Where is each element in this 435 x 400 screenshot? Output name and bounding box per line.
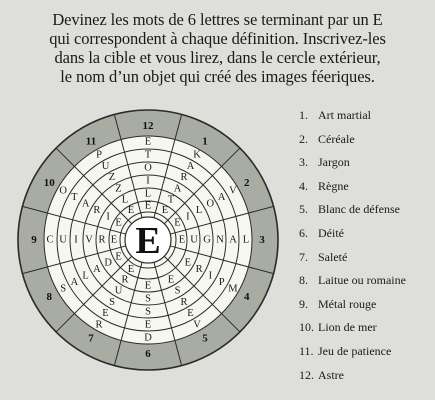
grid-letter: R: [180, 172, 188, 184]
grid-letter: U: [101, 160, 110, 172]
grid-letter: E: [110, 234, 118, 246]
grid-letter: L: [195, 205, 203, 216]
sector-number: 6: [145, 348, 151, 360]
definition-number: 6.: [299, 225, 308, 240]
grid-letter: A: [81, 198, 90, 210]
definition-text: Saleté: [318, 249, 348, 264]
grid-letter: O: [59, 185, 67, 197]
definition-item: [299, 246, 406, 270]
grid-letter: E: [102, 308, 109, 320]
definition-list: [299, 104, 406, 387]
grid-letter: E: [144, 136, 152, 148]
grid-letter: U: [114, 285, 123, 297]
grid-letter: I: [146, 175, 150, 187]
grid-letter: U: [59, 234, 67, 246]
grid-letter: V: [229, 185, 237, 197]
grid-letter: D: [104, 257, 112, 269]
sector-number: 8: [46, 291, 53, 303]
definition-text: Laitue ou romaine: [318, 273, 406, 288]
grid-letter: V: [85, 234, 93, 246]
sector-number: 9: [31, 234, 37, 246]
grid-letter: O: [144, 162, 152, 174]
grid-letter: M: [228, 283, 238, 295]
definition-text: Déité: [318, 225, 344, 240]
grid-letter: P: [218, 277, 225, 288]
grid-letter: T: [71, 192, 78, 203]
grid-letter: C: [46, 234, 54, 246]
grid-letter: O: [206, 198, 215, 210]
definition-text: Astre: [318, 367, 344, 382]
grid-letter: T: [167, 194, 175, 206]
sector-number: 1: [202, 135, 208, 148]
definition-item: [299, 198, 406, 222]
grid-letter: R: [93, 205, 101, 216]
grid-letter: K: [193, 149, 201, 161]
definition-text: Lion de mer: [318, 320, 377, 335]
center-letter: E: [135, 220, 161, 262]
grid-letter: E: [115, 217, 122, 229]
grid-letter: E: [144, 280, 152, 292]
grid-letter: D: [144, 332, 152, 344]
definition-item: [299, 222, 406, 246]
grid-letter: G: [203, 234, 211, 246]
grid-letter: E: [127, 263, 135, 275]
grid-letter: E: [184, 257, 192, 269]
grid-letter: R: [98, 234, 106, 246]
grid-letter: A: [93, 264, 101, 275]
grid-letter: A: [173, 183, 182, 195]
definition-number: 11.: [299, 343, 314, 358]
definition-item: [299, 269, 406, 293]
definition-text: Règne: [318, 178, 349, 193]
grid-letter: I: [186, 211, 190, 223]
grid-letter: U: [190, 234, 198, 246]
grid-letter: R: [180, 296, 188, 308]
grid-letter: A: [217, 192, 226, 203]
definition-text: Céréale: [318, 131, 355, 146]
grid-letter: V: [193, 319, 201, 331]
definition-number: 8.: [299, 273, 308, 288]
definition-number: 10.: [299, 320, 314, 335]
grid-letter: R: [195, 264, 203, 275]
definition-item: [299, 293, 406, 317]
grid-letter: E: [115, 251, 122, 263]
grid-letter: L: [144, 188, 152, 200]
grid-letter: L: [82, 270, 89, 282]
grid-letter: L: [121, 194, 129, 206]
definition-text: Métal rouge: [318, 296, 377, 311]
grid-letter: N: [216, 234, 224, 246]
definition-text: Blanc de défense: [318, 202, 400, 217]
instruction-line: le nom d’un objet qui créé des images féeriques.: [60, 67, 375, 86]
sector-number: 7: [88, 332, 94, 345]
instruction-line: qui correspondent à chaque définition. Inscrivez-les: [49, 29, 386, 48]
definition-item: [299, 151, 406, 175]
sector-number: 4: [243, 291, 250, 303]
sector-number: 2: [243, 177, 250, 189]
definition-item: [299, 340, 406, 364]
sector-number: 3: [259, 234, 265, 246]
definition-text: Jargon: [318, 155, 350, 170]
instruction-line: Devinez les mots de 6 lettres se terminant par un E: [52, 10, 383, 29]
grid-letter: I: [74, 234, 78, 246]
grid-letter: S: [174, 285, 181, 297]
grid-letter: E: [167, 274, 175, 286]
sector-number: 11: [85, 135, 97, 148]
grid-letter: S: [109, 296, 115, 308]
grid-letter: L: [242, 234, 250, 246]
grid-letter: E: [127, 205, 135, 217]
sector-number: 5: [202, 332, 208, 345]
grid-letter: Z: [108, 172, 116, 184]
grid-letter: A: [186, 160, 195, 172]
grid-letter: I: [208, 270, 213, 282]
grid-letter: E: [144, 200, 152, 212]
grid-letter: E: [174, 217, 181, 229]
grid-letter: S: [60, 283, 67, 295]
instruction-line: dans la cible et vous lirez, dans le cercle extérieur,: [54, 48, 381, 67]
grid-letter: R: [121, 274, 129, 286]
definition-item: [299, 175, 406, 199]
grid-letter: Z: [115, 183, 122, 195]
definition-number: 3.: [299, 155, 308, 170]
grid-letter: A: [70, 277, 79, 288]
grid-letter: E: [144, 319, 152, 331]
definition-item: [299, 316, 406, 340]
definition-text: Art martial: [318, 108, 371, 122]
sector-number: 12: [142, 120, 154, 132]
grid-letter: S: [145, 293, 151, 305]
grid-letter: S: [145, 306, 151, 318]
definition-item: [299, 128, 406, 152]
definition-text: Jeu de patience: [318, 343, 392, 358]
definition-number: 9.: [299, 296, 308, 311]
definition-item: [299, 104, 406, 128]
grid-letter: E: [187, 308, 194, 320]
grid-letter: A: [229, 234, 237, 246]
grid-letter: E: [178, 234, 186, 246]
definition-number: 7.: [299, 249, 308, 264]
definition-number: 4.: [299, 178, 308, 193]
grid-letter: T: [144, 149, 152, 161]
definition-number: 12.: [299, 367, 314, 382]
definition-number: 5.: [299, 202, 308, 217]
definition-number: 1.: [299, 108, 308, 122]
grid-letter: P: [96, 149, 102, 161]
grid-letter: I: [106, 211, 110, 223]
definition-item: [299, 364, 406, 388]
grid-letter: E: [161, 205, 169, 217]
grid-letter: R: [95, 319, 103, 331]
definition-number: 2.: [299, 131, 308, 146]
sector-number: 10: [43, 177, 55, 189]
